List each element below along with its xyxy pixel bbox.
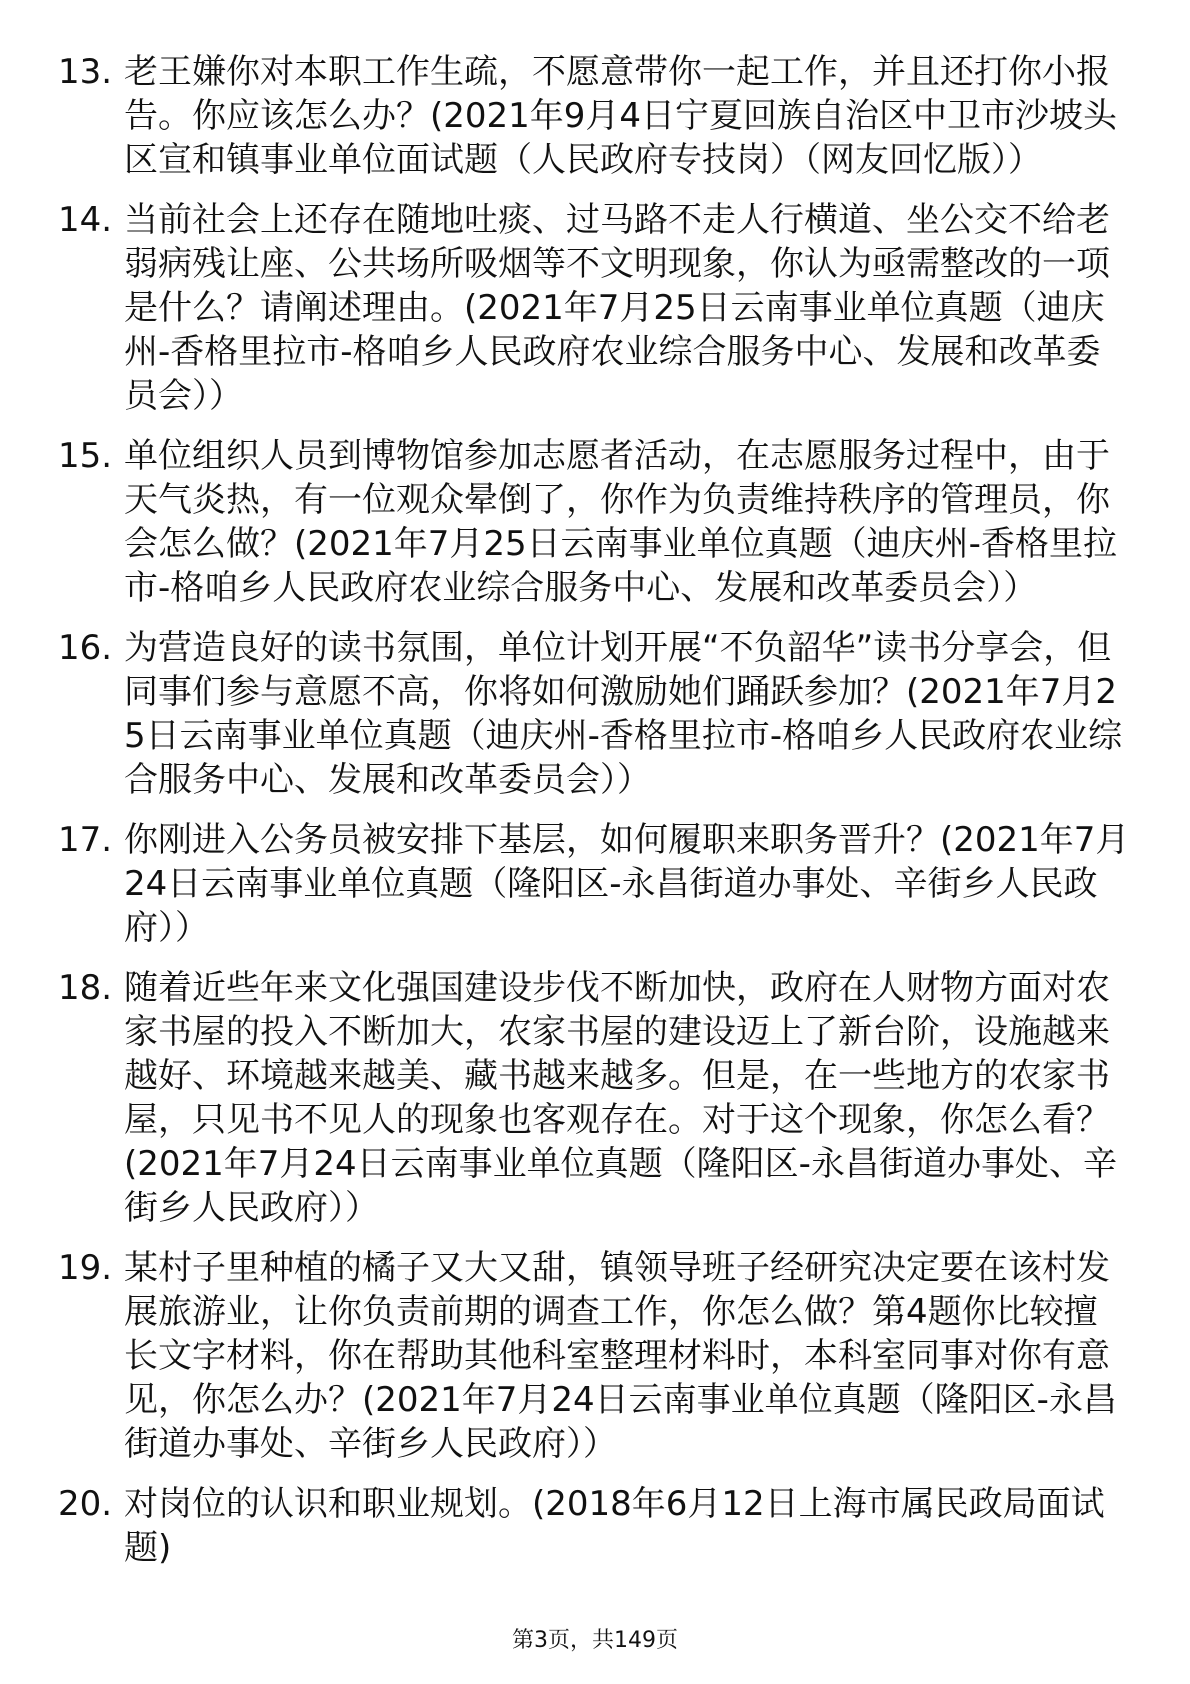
question-number: 14. [58, 200, 113, 240]
question-list [58, 50, 1130, 1586]
question-number: 20. [58, 1484, 113, 1524]
page-footer [0, 1626, 1190, 1656]
question-number: 17. [58, 820, 113, 860]
question-text: 为营造良好的读书氛围，单位计划开展“不负韶华”读书分享会，但同事们参与意愿不高，你将如何激励她们踊跃参加？(2021年7月25日云南事业单位真题（迪庆州-香格里拉市-格咱乡人民政府农业综合服务中心、发展和改革委员会）） [124, 628, 1123, 800]
question-number: 15. [58, 436, 113, 476]
question-item [58, 818, 1130, 950]
question-item [58, 50, 1130, 182]
question-item [58, 434, 1130, 610]
question-number: 16. [58, 628, 113, 668]
question-item [58, 1482, 1130, 1570]
question-text: 单位组织人员到博物馆参加志愿者活动，在志愿服务过程中，由于天气炎热，有一位观众晕倒了，你作为负责维持秩序的管理员，你会怎么做？(2021年7月25日云南事业单位真题（迪庆州-香格里拉市-格咱乡人民政府农业综合服务中心、发展和改革委员会）） [124, 436, 1117, 608]
page-number-label: 第3页，共149页 [512, 1628, 678, 1653]
question-item [58, 966, 1130, 1230]
question-text: 你刚进入公务员被安排下基层，如何履职来职务晋升？(2021年7月24日云南事业单位真题（隆阳区-永昌街道办事处、辛街乡人民政府）） [124, 820, 1130, 948]
question-number: 19. [58, 1248, 113, 1288]
question-text: 某村子里种植的橘子又大又甜，镇领导班子经研究决定要在该村发展旅游业，让你负责前期的调查工作，你怎么做？第4题你比较擅长文字材料，你在帮助其他科室整理材料时，本科室同事对你有意见，你怎么办？(2021年7月24日云南事业单位真题（隆阳区-永昌街道办事处、辛街乡人民政府）） [124, 1248, 1117, 1464]
question-text: 随着近些年来文化强国建设步伐不断加快，政府在人财物方面对农家书屋的投入不断加大，农家书屋的建设迈上了新台阶，设施越来越好、环境越来越美、藏书越来越多。但是，在一些地方的农家书屋，只见书不见人的现象也客观存在。对于这个现象，你怎么看？(2021年7月24日云南事业单位真题（隆阳区-永昌街道办事处、辛街乡人民政府）） [124, 968, 1117, 1228]
question-item [58, 626, 1130, 802]
question-text: 当前社会上还存在随地吐痰、过马路不走人行横道、坐公交不给老弱病残让座、公共场所吸烟等不文明现象，你认为亟需整改的一项是什么？请阐述理由。(2021年7月25日云南事业单位真题（迪庆州-香格里拉市-格咱乡人民政府农业综合服务中心、发展和改革委员会）） [124, 200, 1110, 416]
question-item [58, 1246, 1130, 1466]
question-number: 13. [58, 52, 113, 92]
question-number: 18. [58, 968, 113, 1008]
question-text: 对岗位的认识和职业规划。(2018年6月12日上海市属民政局面试题) [124, 1484, 1105, 1568]
question-text: 老王嫌你对本职工作生疏，不愿意带你一起工作，并且还打你小报告。你应该怎么办？(2021年9月4日宁夏回族自治区中卫市沙坡头区宣和镇事业单位面试题（人民政府专技岗）（网友回忆版）） [124, 52, 1118, 180]
question-item [58, 198, 1130, 418]
